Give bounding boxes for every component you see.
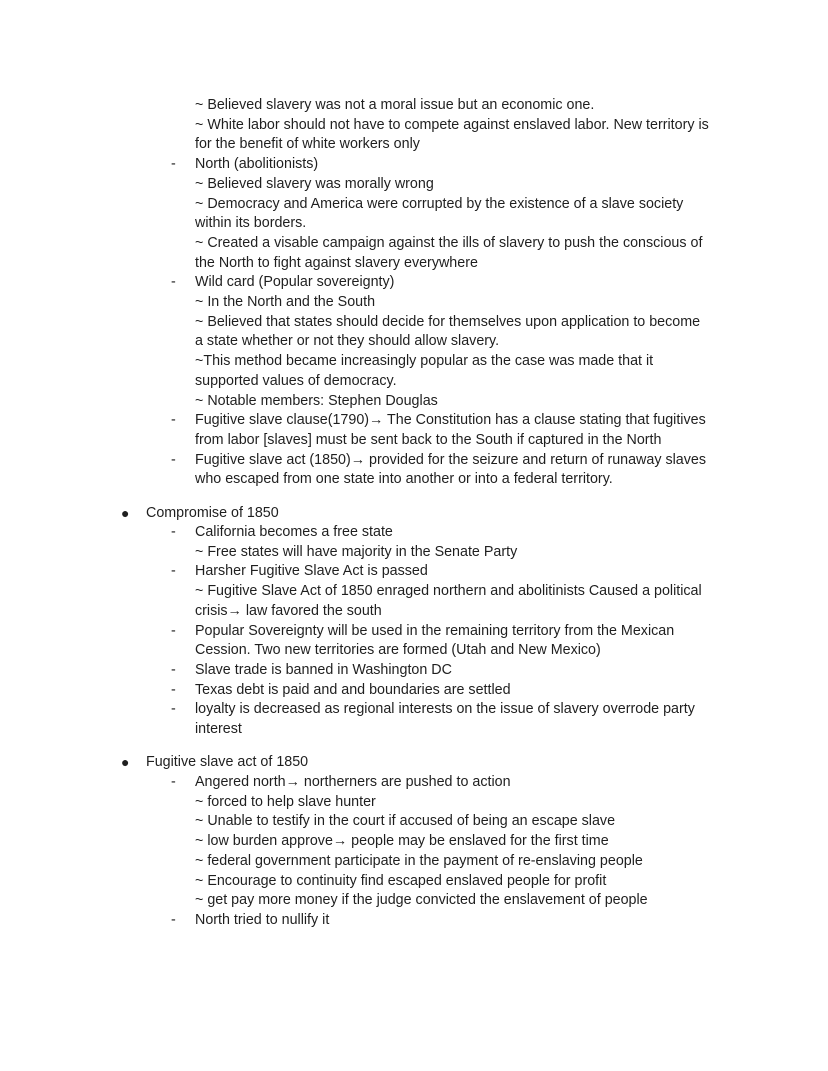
list-item: - Angered north→ northerners are pushed to action ~ forced to help slave hunter ~ Unable to testify in the court if accused of being an escape slave ~ low burden approve→ people may be enslaved for the first time ~ federal government participate in the payment of re-enslaving people ~ Encourage to continuity find escaped enslaved people for profit ~ get pay more money if the judge convicted the enslavement of people xyxy=(171,774,648,909)
dash-bullet: - xyxy=(171,911,176,928)
list-item: - Harsher Fugitive Slave Act is passed ~ Fugitive Slave Act of 1850 enraged northern and abolitinists Caused a political crisis→ law favored the south xyxy=(171,563,702,619)
dash-bullet: - xyxy=(171,774,176,790)
list-item: - Wild card (Popular sovereignty) ~ In the North and the South ~ Believed that states should decide for themselves upon application to become a state whether or not they should allow slavery. ~This method became increasingly popular as the case was made that it supported values of democracy. ~ Notable members: Stephen Douglas xyxy=(171,274,701,409)
dash-bullet: - xyxy=(171,563,176,580)
dash-bullet: - xyxy=(171,274,176,291)
dash-bullet: - xyxy=(171,681,176,698)
list-item: - Texas debt is paid and and boundaries are settled xyxy=(0,681,735,701)
section-heading-text: Compromise of 1850 xyxy=(146,505,279,521)
list-item: ~ Believed slavery was not a moral issue but an economic one. ~ White labor should not have to compete against enslaved labor. New territory is for the benefit of white workers only xyxy=(195,97,709,153)
bullet-icon: ● xyxy=(121,505,130,521)
list-item: - Popular Sovereignty will be used in the remaining territory from the Mexican Cession. Two new territories are formed (Utah and New Mexico) xyxy=(171,622,675,659)
dash-bullet: - xyxy=(171,622,176,639)
list-item: - Slave trade is banned in Washington DC xyxy=(0,661,735,681)
dash-bullet: - xyxy=(171,156,176,173)
dash-bullet: - xyxy=(171,661,176,678)
dash-bullet: - xyxy=(171,701,176,718)
list-item: - California becomes a free state ~ Free states will have majority in the Senate Party xyxy=(171,524,518,560)
list-item: - Fugitive slave clause(1790)→ The Constitution has a clause stating that fugitives from labor [slaves] must be sent back to the South if captured in the North xyxy=(171,412,706,448)
list-item: - loyalty is decreased as regional interests on the issue of slavery overrode party interest xyxy=(171,701,695,738)
continuation-list xyxy=(0,96,828,490)
section-heading-text: Fugitive slave act of 1850 xyxy=(146,754,309,770)
dash-bullet: - xyxy=(171,412,176,429)
compromise-list xyxy=(0,523,828,740)
list-item: - Fugitive slave act (1850)→ provided for the seizure and return of runaway slaves who escaped from one state into another or into a federal territory. xyxy=(171,451,706,488)
fugitive-act-list xyxy=(0,773,828,931)
dash-bullet: - xyxy=(171,451,176,468)
list-item: - North tried to nullify it xyxy=(0,911,735,931)
bullet-icon: ● xyxy=(121,754,130,770)
list-item: - North (abolitionists) ~ Believed slavery was morally wrong ~ Democracy and America were corrupted by the existence of a slave society within its borders. ~ Created a visable campaign against the ills of slavery to push the conscious of the North to fight against slavery everywhere xyxy=(171,156,703,271)
dash-bullet: - xyxy=(171,524,176,540)
